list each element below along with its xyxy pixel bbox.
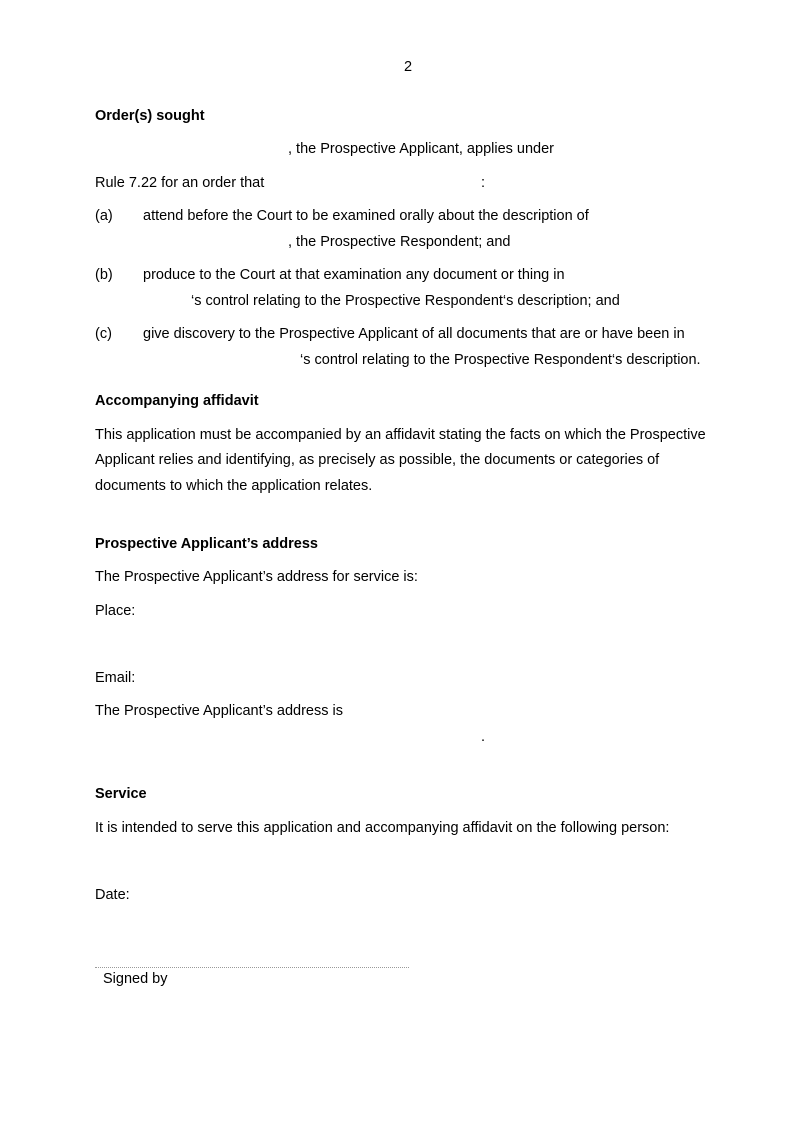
affidavit-heading: Accompanying affidavit bbox=[95, 393, 259, 409]
affidavit-line: This application must be accompanied by an affidavit stating the facts on which the Prospective bbox=[95, 427, 706, 443]
service-heading: Service bbox=[95, 786, 147, 802]
page-number: 2 bbox=[404, 59, 413, 75]
order-item-line1: attend before the Court to be examined orally about the description of bbox=[143, 208, 589, 224]
affidavit-line: documents to which the application relates. bbox=[95, 478, 373, 494]
orders-intro-colon: : bbox=[481, 175, 486, 191]
order-item-line1: produce to the Court at that examination any document or thing in bbox=[143, 267, 565, 283]
order-item-label: (b) bbox=[95, 267, 113, 283]
email-label: Email: bbox=[95, 670, 136, 686]
affidavit-line: Applicant relies and identifying, as precisely as possible, the documents or categories of bbox=[95, 452, 660, 468]
order-item-line2: ‘s control relating to the Prospective Respondent‘s description; and bbox=[191, 293, 620, 309]
place-label: Place: bbox=[95, 603, 136, 619]
service-line: It is intended to serve this application and accompanying affidavit on the following person: bbox=[95, 820, 670, 836]
order-item-line1: give discovery to the Prospective Applicant of all documents that are or have been in bbox=[143, 326, 685, 342]
order-item-label: (c) bbox=[95, 326, 112, 342]
orders-intro-line1: , the Prospective Applicant, applies under bbox=[288, 141, 554, 157]
signed-by-label: Signed by bbox=[103, 971, 168, 987]
order-item-label: (a) bbox=[95, 208, 113, 224]
signature-line bbox=[95, 967, 409, 968]
order-item-line2: ‘s control relating to the Prospective Respondent‘s description. bbox=[300, 352, 701, 368]
address-heading: Prospective Applicant’s address bbox=[95, 536, 318, 552]
address-period: . bbox=[481, 729, 486, 745]
order-item-line2: , the Prospective Respondent; and bbox=[288, 234, 511, 250]
address-service-line: The Prospective Applicant’s address for service is: bbox=[95, 569, 418, 585]
date-label: Date: bbox=[95, 887, 130, 903]
orders-intro-line2: Rule 7.22 for an order that bbox=[95, 175, 265, 191]
address-line: The Prospective Applicant’s address is bbox=[95, 703, 343, 719]
orders-heading: Order(s) sought bbox=[95, 108, 205, 124]
